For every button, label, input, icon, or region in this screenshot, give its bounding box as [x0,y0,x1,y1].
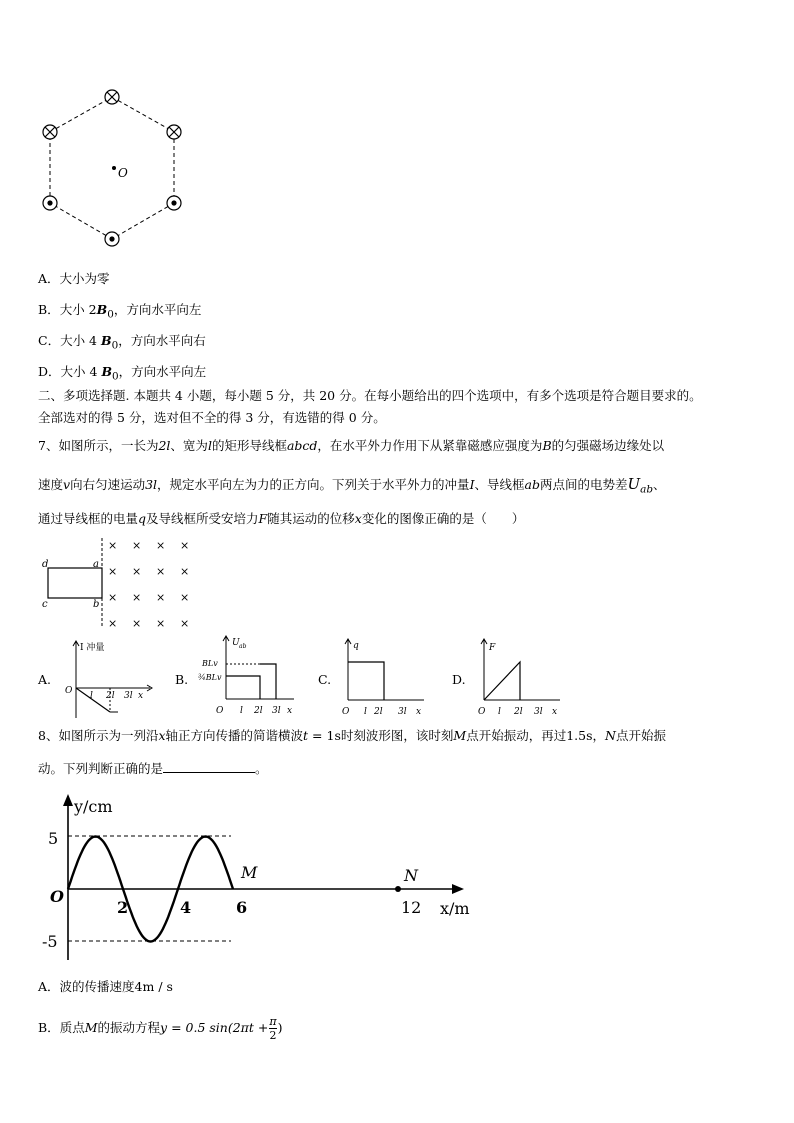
y-axis-label: y/cm [74,797,113,816]
point-n-label: N [404,866,418,885]
svg-text:x: x [552,707,558,717]
svg-text:x: x [138,691,144,701]
q7-option-a-letter: A. [38,672,52,687]
svg-text:F: F [489,643,496,653]
svg-text:×: × [132,565,142,578]
svg-text:×: × [108,565,118,578]
point-m-label: M [241,863,258,882]
svg-text:a: a [93,559,99,570]
center-label: O [118,166,128,180]
answer-blank [163,760,255,773]
wave-chart [40,790,480,965]
svg-text:×: × [180,591,190,604]
section2-line2: 全部选对的得 5 分，选对但不全的得 3 分，有选错的得 0 分。 [38,410,386,425]
q7-line3: 通过导线框的电量q及导线框所受安培力F随其运动的位移x变化的图像正确的是（ ） [38,511,525,526]
magnetic-field-cross-icon [108,539,189,630]
point-n-marker [395,886,401,892]
svg-text:¾BLv: ¾BLv [198,673,222,682]
svg-text:c: c [42,599,48,610]
svg-text:×: × [132,617,142,630]
q7-option-d-letter: D. [452,672,466,687]
origin-label: O [50,887,64,906]
svg-text:×: × [180,617,190,630]
svg-text:×: × [132,539,142,552]
svg-text:×: × [156,539,166,552]
svg-text:3l: 3l [124,691,133,701]
svg-text:×: × [156,591,166,604]
q7-graph-d [474,638,564,720]
q8-option-b: B．质点M的振动方程y = 0.5 sin(2πt + $\frac{\pi}{2}$ ) [38,1015,283,1042]
q7-option-c-letter: C. [318,672,332,687]
svg-text:3l: 3l [398,707,407,717]
svg-text:O: O [342,707,350,717]
q7-graph-a [60,638,155,723]
svg-text:I 冲量: I 冲量 [80,643,105,653]
q6-option-a: A．大小为零 [38,271,110,286]
q7-graph-b [196,635,296,720]
svg-text:×: × [156,565,166,578]
q7-line2: 速度v向右匀速运动3l，规定水平向左为力的正方向。下列关于水平外力的冲量I、导线框ab两点间的电势差$U_{ab}$、 [38,475,666,496]
svg-text:×: × [108,539,118,552]
svg-text:l: l [240,706,243,716]
svg-text:O: O [216,706,224,716]
current-out-of-page-icon [43,196,181,246]
q7-graph-c [338,638,428,720]
svg-text:O: O [65,686,73,696]
q8-option-a: A．波的传播速度4m / s [38,979,173,994]
x-tick-6: 6 [236,898,248,917]
q7-line1: 7、如图所示，一长为2l、宽为l的矩形导线框abcd，在水平外力作用下从紧靠磁感应强度为B的匀强磁场边缘处以 [38,438,665,453]
svg-text:l: l [90,691,93,701]
svg-text:×: × [108,617,118,630]
svg-text:BLv: BLv [202,659,218,668]
x-tick-2: 2 [117,898,129,917]
svg-text:b: b [93,599,100,610]
svg-text:2l: 2l [514,707,523,717]
x-tick-12: 12 [401,898,422,917]
section2-line1: 二、多项选择题. 本题共 4 小题，每小题 5 分，共 20 分。在每小题给出的四个选项中，有多个选项是符合题目要求的。 [38,388,702,403]
svg-text:×: × [108,591,118,604]
svg-text:×: × [132,591,142,604]
q8-line1: 8、如图所示为一列沿x轴正方向传播的简谐横波t = 1s时刻波形图，该时刻M点开始振动，再过1.5s，N点开始振 [38,728,666,743]
svg-text:l: l [364,707,367,717]
svg-text:×: × [180,539,190,552]
svg-text:x: x [287,706,293,716]
q6-option-d: D．大小 4 $B_0$，方向水平向左 [38,364,207,383]
x-axis-label: x/m [440,899,470,918]
q8-line2: 动。下列判断正确的是 。 [38,761,268,776]
q6-option-b: B．大小 $2B_0$，方向水平向左 [38,302,202,321]
svg-text:2l: 2l [106,691,115,701]
x-tick-4: 4 [180,898,192,917]
y-tick-neg5: -5 [42,932,58,951]
svg-text:q: q [353,641,359,651]
svg-text:U: U [232,638,240,648]
svg-text:2l: 2l [254,706,263,716]
q7-option-b-letter: B. [175,672,189,687]
svg-text:×: × [156,617,166,630]
q6-option-c: C．大小 4 $B_0$，方向水平向右 [38,333,206,352]
svg-text:3l: 3l [534,707,543,717]
svg-text:2l: 2l [374,707,383,717]
svg-text:3l: 3l [272,706,281,716]
hexagon-figure [30,85,200,255]
q7-loop-figure [36,535,196,631]
svg-text:x: x [416,707,422,717]
svg-text:×: × [180,565,190,578]
svg-text:d: d [42,559,49,570]
svg-text:ab: ab [239,643,247,650]
svg-text:O: O [478,707,486,717]
current-into-page-icon [43,90,181,139]
x-axis [68,884,464,894]
svg-text:l: l [498,707,501,717]
y-tick-5: 5 [48,829,59,848]
